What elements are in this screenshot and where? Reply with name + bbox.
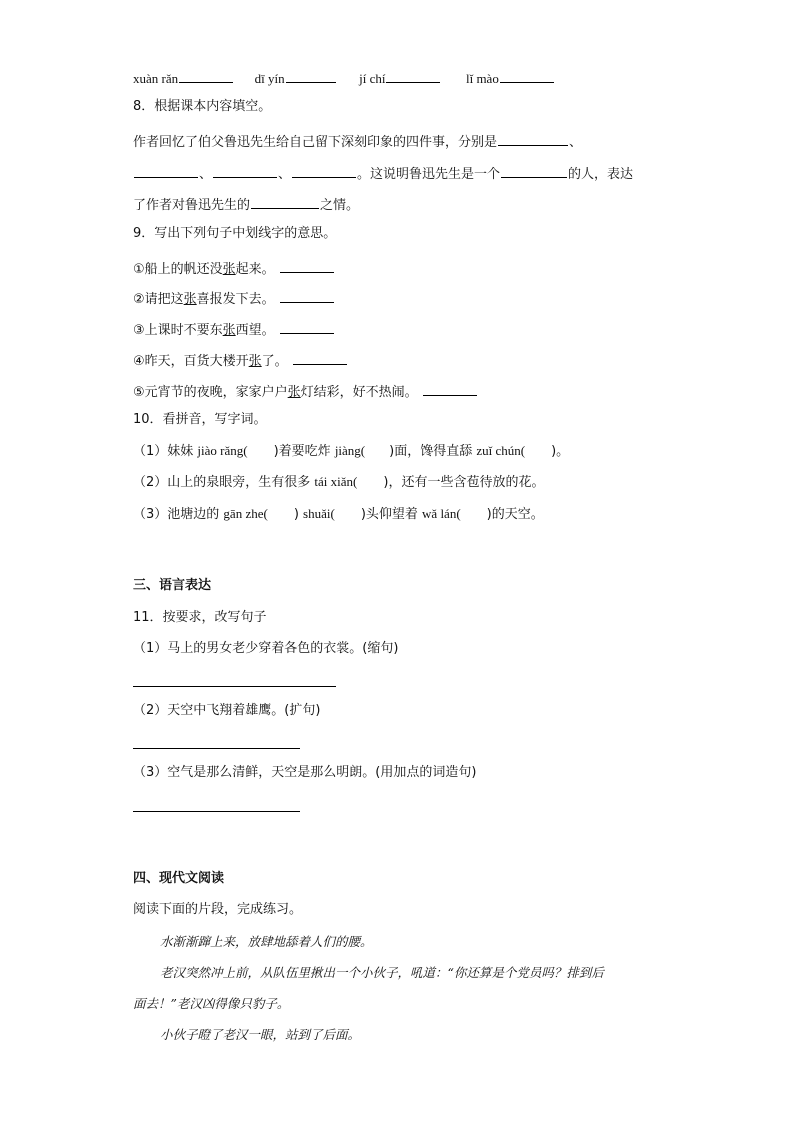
answer-blank[interactable] xyxy=(501,163,567,178)
q11-sentence-2: （2）天空中飞翔着雄鹰。(扩句) xyxy=(133,703,321,718)
underlined-char: 张 xyxy=(183,292,197,307)
answer-line[interactable] xyxy=(133,811,300,812)
section-title: 四、现代文阅读 xyxy=(133,871,225,886)
answer-blank[interactable] xyxy=(500,68,554,83)
pinyin-row xyxy=(133,68,555,87)
q9-item: ①船上的帆还没张起来。 xyxy=(133,258,335,278)
q9-item: ⑤元宵节的夜晚，家家户户张灯结彩，好不热闹。 xyxy=(133,381,478,401)
passage-paragraph: 水渐渐蹿上来，放肆地舔着人们的腰。 xyxy=(160,934,373,949)
passage-paragraph: 小伙子瞪了老汉一眼，站到了后面。 xyxy=(160,1027,361,1042)
answer-blank[interactable] xyxy=(498,131,568,146)
answer-blank[interactable] xyxy=(179,68,233,83)
q8-line1: 作者回忆了伯父鲁迅先生给自己留下深刻印象的四件事，分别是 、 xyxy=(133,131,582,151)
answer-blank[interactable] xyxy=(293,350,347,365)
q9-title: 9．写出下列句子中划线字的意思。 xyxy=(133,226,337,241)
answer-blank[interactable] xyxy=(280,258,334,273)
pinyin-2: dī yín xyxy=(254,71,285,86)
q9-item: ④昨天，百货大楼开张了。 xyxy=(133,350,348,370)
q8-title: 8．根据课本内容填空。 xyxy=(133,99,272,114)
q8-line3: 了作者对鲁迅先生的 之情。 xyxy=(133,194,359,214)
answer-blank[interactable] xyxy=(292,163,356,178)
answer-blank[interactable] xyxy=(213,163,277,178)
q8-line2: 、 、 。这说明鲁迅先生是一个 的人，表达 xyxy=(133,163,633,183)
q10-line1: （1）妹妹 jiào rǎng( )着要吃炸 jiàng( )面，馋得直舔 zuǐ chún( )。 xyxy=(133,443,570,459)
underlined-char: 张 xyxy=(248,354,262,369)
answer-blank[interactable] xyxy=(134,163,198,178)
answer-blank[interactable] xyxy=(286,68,336,83)
q11-sentence-1: （1）马上的男女老少穿着各色的衣裳。(缩句) xyxy=(133,641,399,656)
pinyin-4: lǐ mào xyxy=(465,71,499,86)
answer-line[interactable] xyxy=(133,686,336,687)
q10-line2: （2）山上的泉眼旁，生有很多 tái xiǎn( )，还有一些含苞待放的花。 xyxy=(133,474,545,490)
passage-paragraph-cont: 面去！”老汉凶得像只豹子。 xyxy=(133,996,290,1011)
underlined-char: 张 xyxy=(222,323,236,338)
answer-blank[interactable] xyxy=(386,68,440,83)
answer-blank[interactable] xyxy=(280,288,334,303)
underlined-char: 张 xyxy=(287,385,301,400)
answer-blank[interactable] xyxy=(251,194,319,209)
section-title: 三、语言表达 xyxy=(133,578,212,593)
q11-sentence-3: （3）空气是那么清鲜，天空是那么明朗。(用加点的词造句) xyxy=(133,765,477,780)
answer-blank[interactable] xyxy=(280,319,334,334)
reading-intro: 阅读下面的片段，完成练习。 xyxy=(133,902,303,917)
answer-blank[interactable] xyxy=(423,381,477,396)
pinyin-3: jí chí xyxy=(359,71,386,86)
passage-paragraph: 老汉突然冲上前，从队伍里揪出一个小伙子，吼道：“你还算是个党员吗？排到后 xyxy=(160,965,604,980)
q10-line3: （3）池塘边的 gān zhe( ) shuǎi( )头仰望着 wǎ lán( )的天空。 xyxy=(133,506,544,522)
q9-item: ③上课时不要东张西望。 xyxy=(133,319,335,339)
answer-line[interactable] xyxy=(133,748,300,749)
pinyin-1: xuàn rǎn xyxy=(133,71,179,86)
q9-item: ②请把这张喜报发下去。 xyxy=(133,288,335,308)
q11-title: 11．按要求，改写句子 xyxy=(133,610,267,625)
underlined-char: 张 xyxy=(222,262,236,277)
q10-title: 10．看拼音，写字词。 xyxy=(133,412,267,427)
